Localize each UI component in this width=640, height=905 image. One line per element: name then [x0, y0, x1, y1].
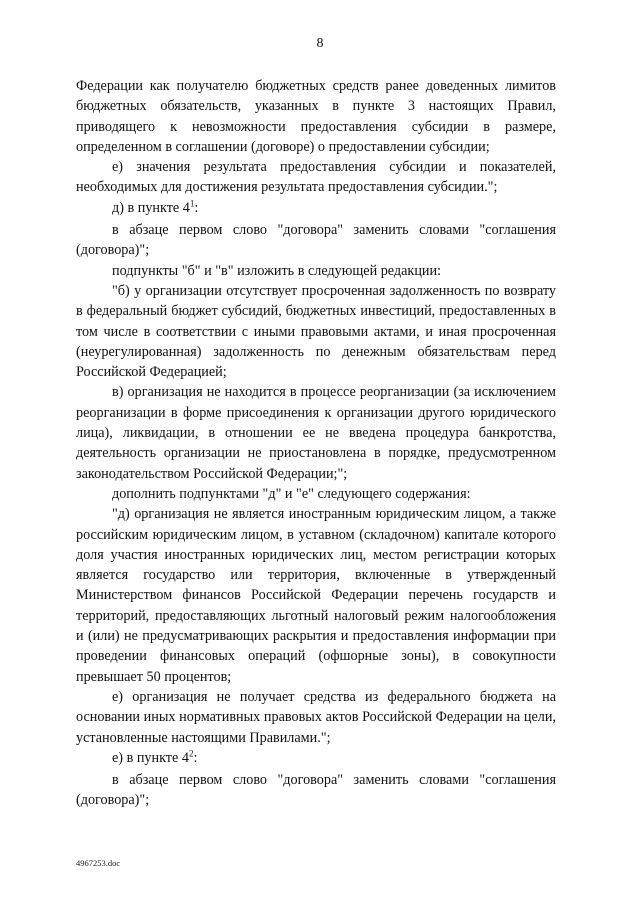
- paragraph-9: "д) организация не является иностранным юридическим лицом, а также российским юридическим лицом, в уставном (складочном) капитале которого доля участия иностранных юридических лиц, местом регистрации которых является государство или территория, включенные в утвержденный Министерством финансов Российской Федерации перечень государств и территорий, предоставляющих льготный налоговый режим налогообложения и (или) не предусматривающих раскрытия и предоставления информации при проведении финансовых операций (офшорные зоны), в совокупности превышает 50 процентов;: [76, 506, 556, 685]
- paragraph-4: в абзаце первом слово "договора" заменить словами "соглашения (договора)";: [76, 222, 556, 259]
- paragraph-11-text: е) в пункте 4: [112, 749, 189, 766]
- paragraph-3-colon: :: [194, 199, 199, 216]
- paragraph-10: е) организация не получает средства из федерального бюджета на основании иных нормативных правовых актов Российской Федерации на цели, установленные настоящими Правилами.";: [76, 688, 556, 746]
- paragraph-6: "б) у организации отсутствует просроченная задолженность по возврату в федеральный бюджет субсидий, бюджетных инвестиций, предоставленных в том числе в соответствии с иными правовыми актами, и иная просроченная (неурегулированная) задолженность по денежным обязательствам перед Российской Федерацией;: [76, 282, 556, 381]
- document-body: [76, 76, 556, 811]
- paragraph-1: Федерации как получателю бюджетных средств ранее доведенных лимитов бюджетных обязательств, указанных в пункте 3 настоящих Правил, приводящего к невозможности предоставления субсидии в размере, определенном в соглашении (договоре) о предоставлении субсидии;: [76, 78, 556, 155]
- paragraph-11-colon: :: [193, 749, 198, 766]
- paragraph-3-superscript: 1: [189, 198, 195, 209]
- paragraph-2: е) значения результата предоставления субсидии и показателей, необходимых для достижения результата предоставления субсидии.";: [76, 159, 556, 196]
- footer-document-code: 4967253.doc: [76, 858, 121, 868]
- paragraph-3: [76, 198, 556, 218]
- page-number: 8: [316, 36, 324, 51]
- paragraph-11-superscript: 2: [188, 748, 194, 759]
- paragraph-11: [76, 748, 556, 768]
- paragraph-8: дополнить подпунктами "д" и "е" следующего содержания:: [112, 485, 471, 502]
- paragraph-12: в абзаце первом слово "договора" заменить словами "соглашения (договора)";: [76, 772, 556, 809]
- paragraph-5: подпункты "б" и "в" изложить в следующей редакции:: [112, 262, 442, 279]
- paragraph-3-text: д) в пункте 4: [112, 199, 190, 216]
- paragraph-7: в) организация не находится в процессе реорганизации (за исключением реорганизации в форме присоединения к организации другого юридического лица), ликвидации, в отношении ее не введена процедура банкротства, деятельность организации не приостановлена в порядке, предусмотренном законодательством Российской Федерации;";: [76, 384, 556, 482]
